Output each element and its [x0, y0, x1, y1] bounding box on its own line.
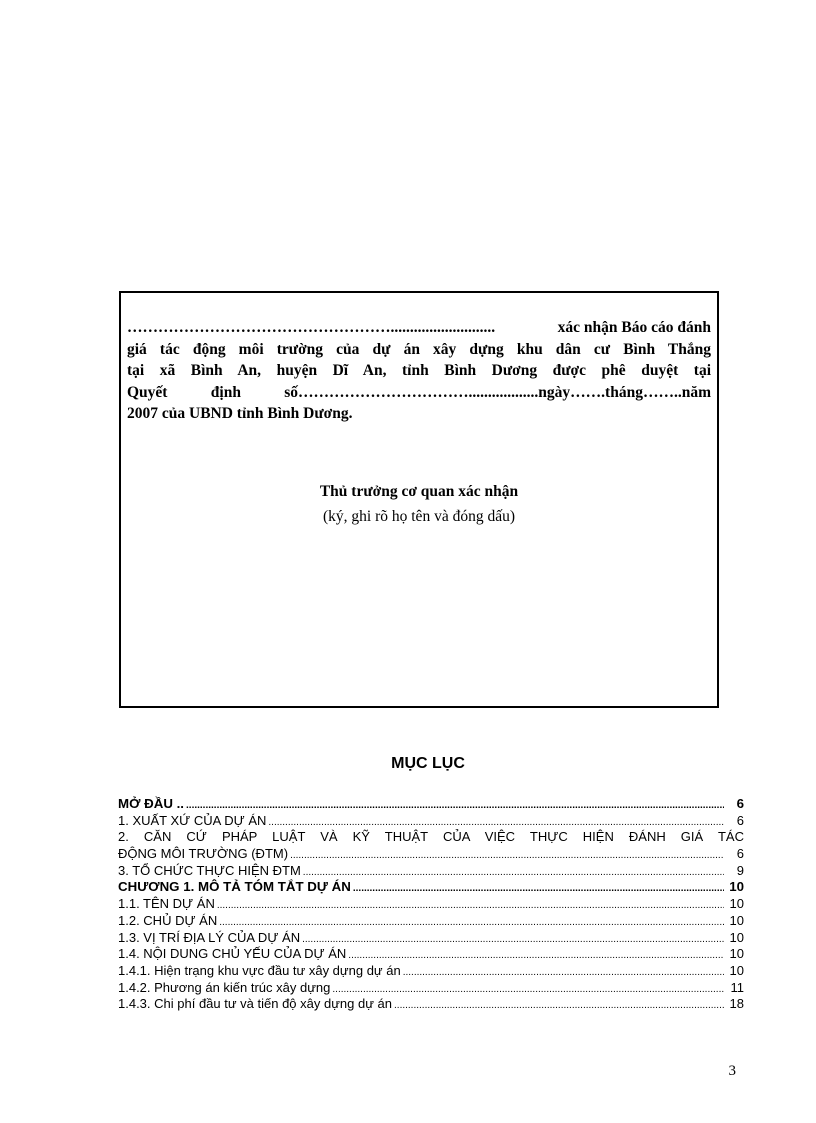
toc-entry-label: 3. TỔ CHỨC THỰC HIỆN ĐTM: [118, 862, 301, 878]
table-of-contents: [118, 796, 744, 1013]
toc-entry[interactable]: [118, 946, 744, 963]
toc-entry-label: 1.4.1. Hiện trạng khu vực đầu tư xây dựng dự án: [118, 962, 401, 978]
toc-entry[interactable]: [118, 963, 744, 980]
toc-entry-page: 10: [729, 929, 744, 945]
confirmation-line-1-text: xác nhận Báo cáo đánh: [557, 319, 711, 336]
toc-leader-dots: [217, 898, 724, 915]
toc-entry[interactable]: [118, 896, 744, 913]
confirmation-line-4-rest: số……………………………..................ngày…….tháng……..năm: [284, 383, 711, 401]
confirmation-line-4: [127, 382, 711, 404]
toc-entry-page: 10: [729, 879, 744, 895]
toc-entry-label: 1. XUẤT XỨ CỦA DỰ ÁN: [118, 812, 267, 828]
toc-entry-page: 10: [729, 946, 744, 962]
toc-entry-label: 1.1. TÊN DỰ ÁN: [118, 896, 215, 912]
toc-entry-page: 11: [730, 979, 744, 995]
confirmation-box: [119, 291, 719, 708]
toc-entry-page: 10: [729, 962, 744, 978]
toc-entry[interactable]: [118, 863, 744, 880]
toc-entry-page: 6: [736, 812, 744, 828]
confirmation-line-2: giá tác động môi trường của dự án xây dựng khu dân cư Bình Thắng: [127, 340, 711, 358]
toc-entry-label: 1.4.2. Phương án kiến trúc xây dựng: [118, 979, 331, 995]
toc-entry-label: CHƯƠNG 1. MÔ TẢ TÓM TẮT DỰ ÁN: [118, 879, 351, 895]
confirmation-line-4-word-2: định: [210, 383, 241, 401]
toc-entry[interactable]: [118, 813, 744, 830]
confirmation-line-5: 2007 của UBND tỉnh Bình Dương.: [127, 405, 353, 422]
toc-leader-dots: [290, 848, 724, 865]
confirmation-line-1: [127, 317, 711, 339]
toc-entry-label: 1.3. VỊ TRÍ ĐỊA LÝ CỦA DỰ ÁN: [118, 929, 301, 945]
toc-entry-page: 10: [729, 896, 744, 912]
toc-leader-dots: [348, 948, 724, 965]
confirmation-line-1-dots: ……………………………………………...........................: [127, 319, 496, 336]
toc-entry[interactable]: [118, 846, 744, 863]
toc-entry-page: 10: [729, 912, 744, 928]
toc-leader-dots: [353, 881, 724, 898]
signature-title: Thủ trưởng cơ quan xác nhận: [319, 483, 519, 500]
toc-entry-label: 1.4.3. Chi phí đầu tư và tiến độ xây dựng dự án: [118, 996, 393, 1012]
confirmation-paragraph: [127, 317, 711, 425]
toc-entry-wrapped-line[interactable]: 2. CĂN CỨ PHÁP LUẬT VÀ KỸ THUẬT CỦA VIỆC THỰC HIỆN ĐÁNH GIÁ TÁC: [118, 829, 744, 845]
toc-entry[interactable]: [118, 913, 744, 930]
toc-entry[interactable]: [118, 879, 744, 896]
toc-title: MỤC LỤC: [391, 755, 465, 772]
toc-entry-label: 1.2. CHỦ DỰ ÁN: [118, 912, 218, 928]
toc-entry-label: ĐỘNG MÔI TRƯỜNG (ĐTM): [118, 846, 289, 862]
toc-leader-dots: [394, 998, 724, 1015]
signature-block: [121, 483, 717, 526]
toc-entry[interactable]: [118, 980, 744, 997]
toc-leader-dots: [303, 865, 724, 882]
toc-entry-label: 1.4. NỘI DUNG CHỦ YẾU CỦA DỰ ÁN: [118, 946, 347, 962]
toc-entry-page: 9: [736, 862, 744, 878]
toc-leader-dots: [302, 932, 724, 949]
toc-entry-page: 6: [736, 796, 744, 811]
toc-entry[interactable]: [118, 796, 744, 813]
confirmation-line-4-word-1: Quyết: [127, 383, 168, 401]
page-number: 3: [728, 1063, 736, 1079]
toc-entry-label: MỞ ĐẦU ..: [118, 796, 185, 811]
toc-entry[interactable]: [118, 930, 744, 947]
toc-leader-dots: [186, 798, 724, 815]
toc-entry-page: 6: [736, 846, 744, 862]
toc-entry[interactable]: [118, 996, 744, 1013]
toc-entry-page: 18: [729, 996, 744, 1012]
confirmation-line-3: tại xã Bình An, huyện Dĩ An, tỉnh Bình Dương được phê duyệt tại: [127, 362, 711, 379]
toc-leader-dots: [403, 965, 724, 982]
signature-note: (ký, ghi rõ họ tên và đóng dấu): [323, 508, 515, 525]
